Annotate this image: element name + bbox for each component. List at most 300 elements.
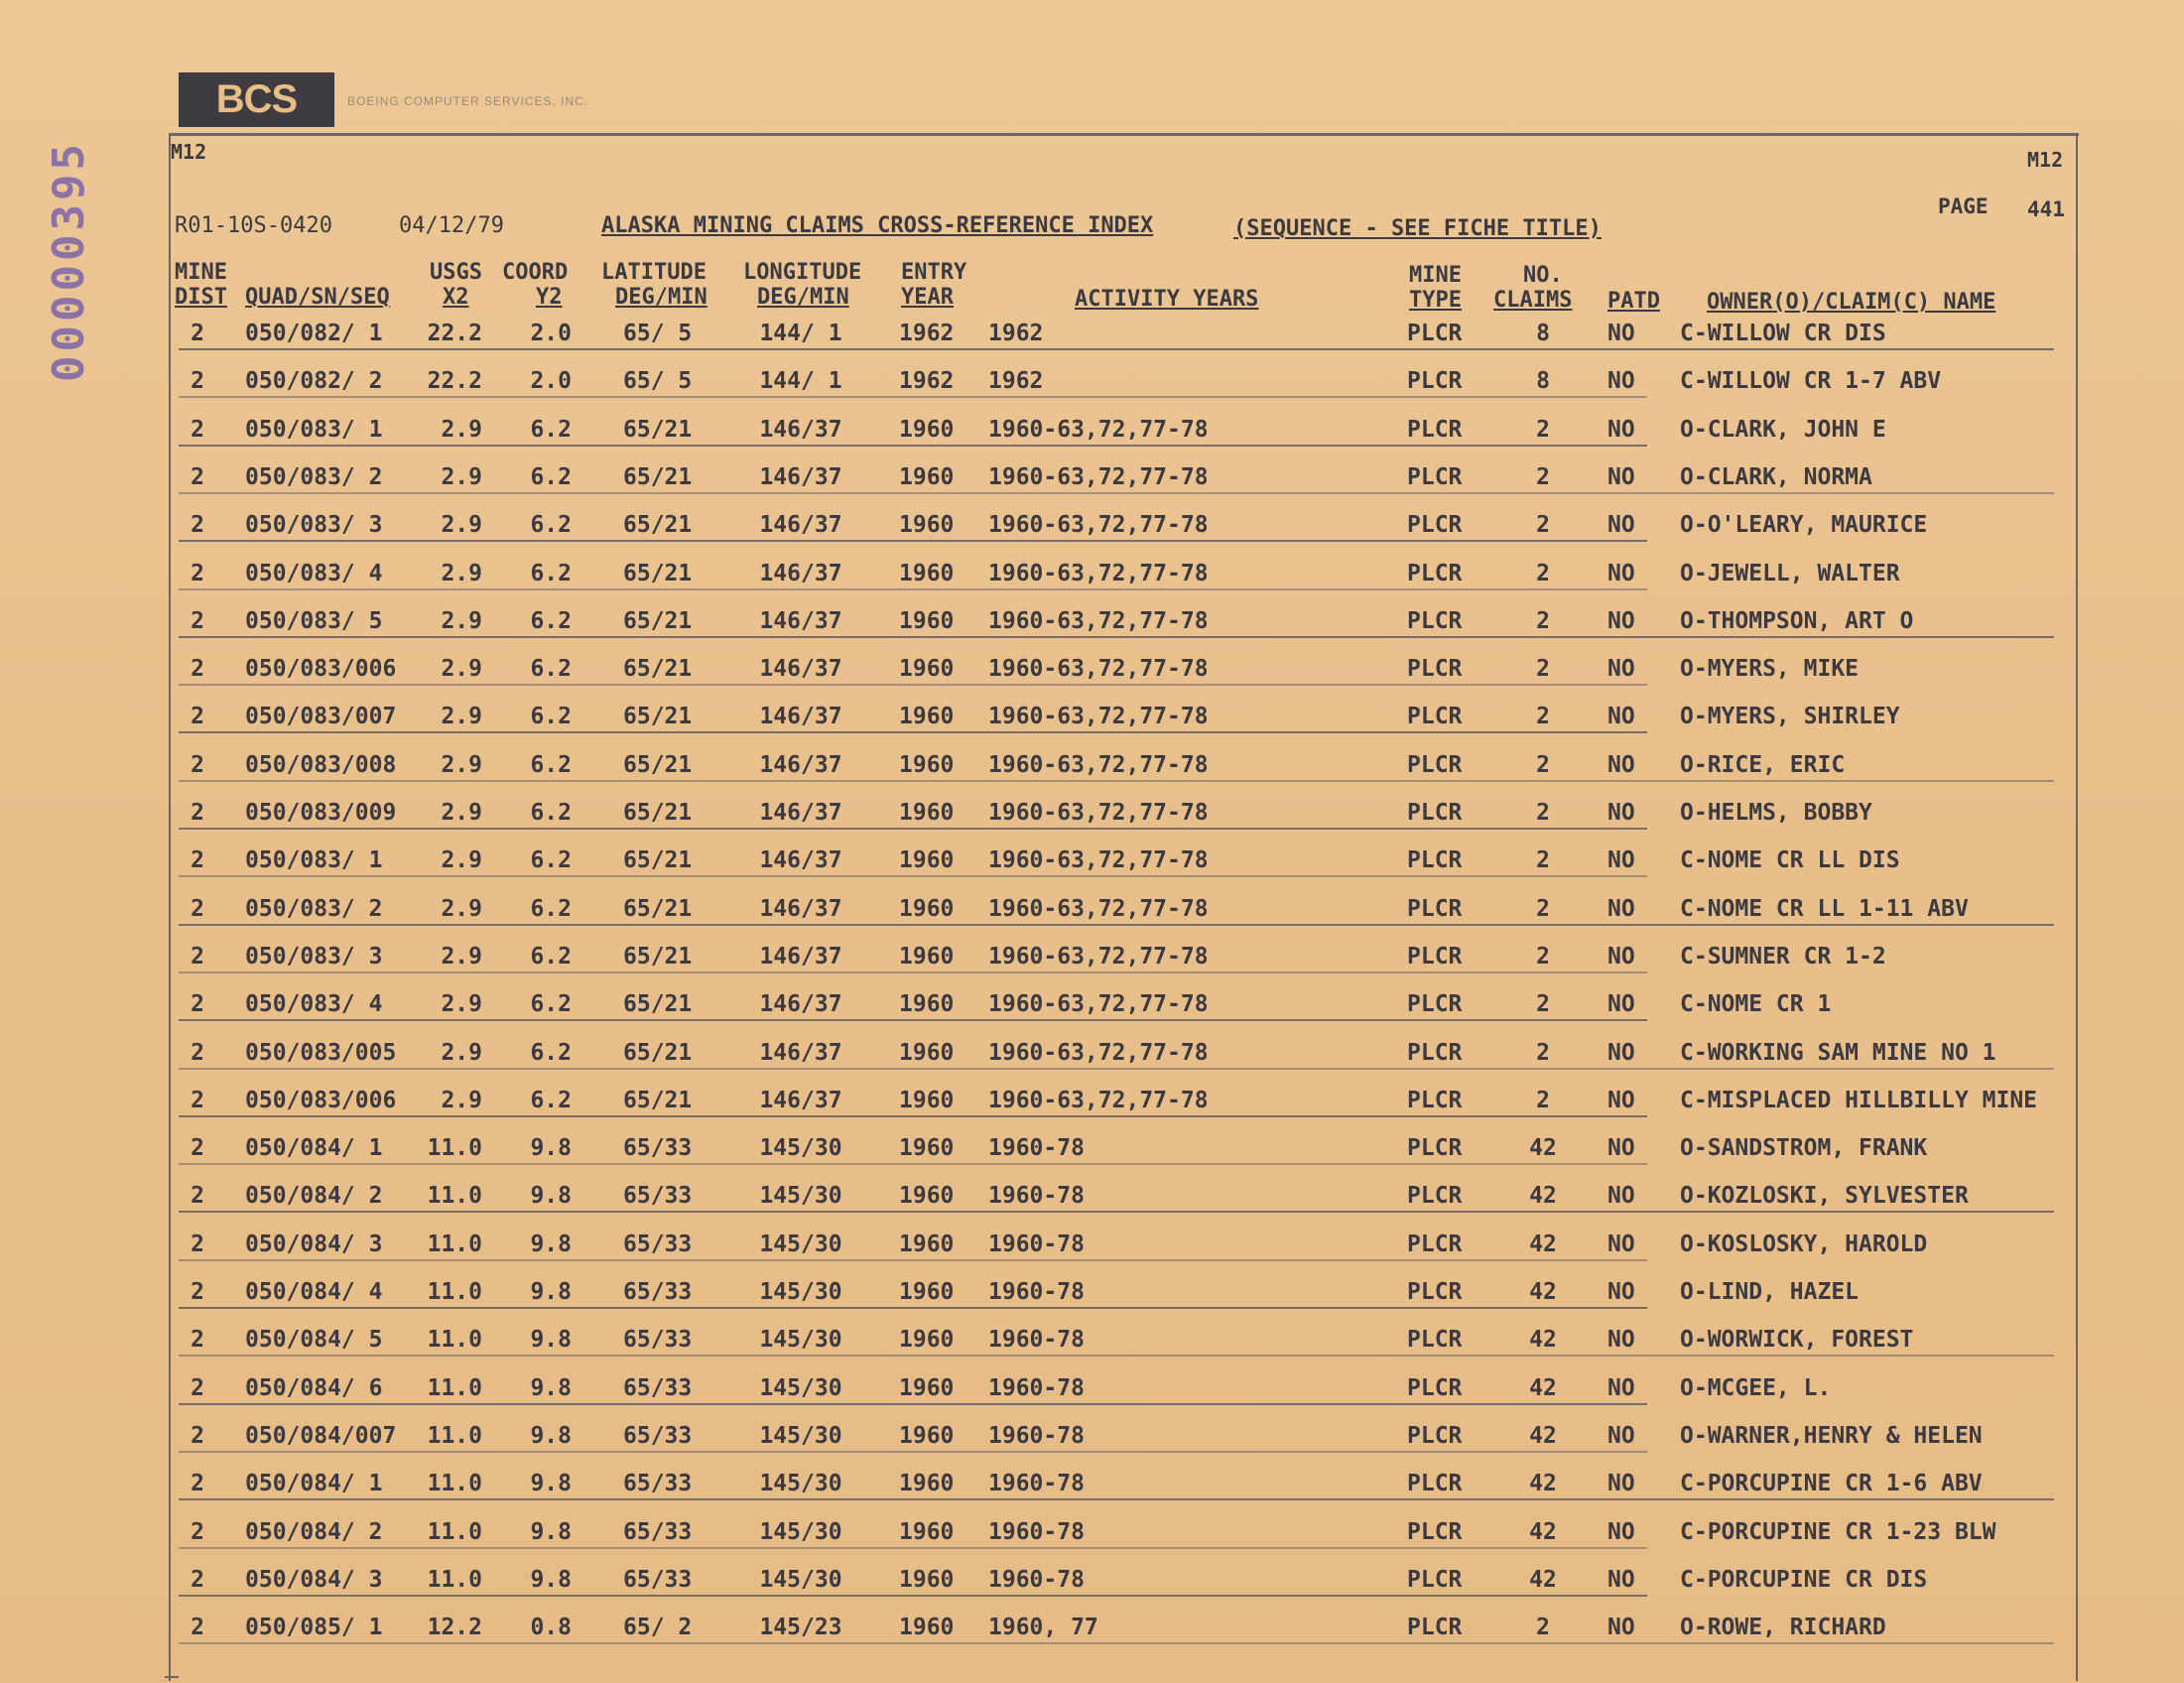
cell-patd: NO	[1607, 1423, 1635, 1449]
cell-activity: 1960, 77	[988, 1615, 1098, 1640]
cell-owner: C-MISPLACED HILLBILLY MINE	[1680, 1088, 2038, 1113]
cell-latitude: 65/33	[623, 1567, 693, 1593]
cell-patd: NO	[1607, 512, 1635, 538]
cell-activity: 1960-78	[988, 1471, 1085, 1496]
cell-latitude: 65/21	[623, 1040, 693, 1066]
cell-mine-type: PLCR	[1407, 1615, 1463, 1640]
cell-entry-year: 1962	[899, 368, 955, 394]
cell-quad: 050/084/ 1	[245, 1135, 383, 1161]
col-mine-type-top: MINE	[1409, 263, 1462, 288]
cell-coord-y2: 2.0	[530, 368, 572, 394]
cell-activity: 1960-63,72,77-78	[988, 704, 1209, 729]
cell-mine-dist: 2	[191, 1183, 204, 1209]
cell-entry-year: 1960	[899, 752, 955, 778]
cell-quad: 050/084/007	[245, 1423, 397, 1449]
row-rule	[179, 684, 1647, 686]
cell-activity: 1960-78	[988, 1567, 1085, 1593]
cell-entry-year: 1960	[899, 704, 955, 729]
cell-latitude: 65/21	[623, 608, 693, 634]
cell-patd: NO	[1607, 1183, 1635, 1209]
cell-quad: 050/083/009	[245, 800, 397, 826]
cell-mine-dist: 2	[191, 1040, 204, 1066]
cell-latitude: 65/33	[623, 1423, 693, 1449]
cell-patd: NO	[1607, 464, 1635, 490]
cell-coord-y2: 9.8	[530, 1567, 572, 1593]
col-usgs-bottom: X2	[443, 285, 469, 310]
cell-patd: NO	[1607, 752, 1635, 778]
cell-entry-year: 1960	[899, 656, 955, 682]
cell-quad: 050/084/ 3	[245, 1567, 383, 1593]
cell-claims: 42	[1529, 1135, 1557, 1161]
cell-owner: O-ROWE, RICHARD	[1680, 1615, 1886, 1640]
cell-coord-y2: 6.2	[530, 847, 572, 873]
cell-longitude: 145/30	[759, 1183, 842, 1209]
cell-latitude: 65/21	[623, 512, 693, 538]
cell-longitude: 146/37	[759, 1088, 842, 1113]
cell-claims: 42	[1529, 1279, 1557, 1305]
cell-entry-year: 1960	[899, 1183, 955, 1209]
cell-mine-type: PLCR	[1407, 1471, 1463, 1496]
cell-mine-type: PLCR	[1407, 656, 1463, 682]
cell-usgs-x2: 2.9	[441, 417, 482, 443]
cell-longitude: 145/23	[759, 1615, 842, 1640]
cell-mine-dist: 2	[191, 417, 204, 443]
cell-usgs-x2: 11.0	[427, 1183, 482, 1209]
cell-claims: 2	[1536, 464, 1550, 490]
cell-coord-y2: 9.8	[530, 1519, 572, 1545]
cell-mine-dist: 2	[191, 1231, 204, 1257]
cell-latitude: 65/21	[623, 752, 693, 778]
cell-longitude: 146/37	[759, 896, 842, 922]
cell-claims: 2	[1536, 752, 1550, 778]
cell-mine-type: PLCR	[1407, 608, 1463, 634]
col-mine-dist-top: MINE	[175, 260, 227, 285]
cell-entry-year: 1960	[899, 1231, 955, 1257]
cell-longitude: 146/37	[759, 944, 842, 970]
cell-patd: NO	[1607, 417, 1635, 443]
cell-latitude: 65/21	[623, 704, 693, 729]
cell-coord-y2: 6.2	[530, 656, 572, 682]
cell-mine-type: PLCR	[1407, 464, 1463, 490]
cell-entry-year: 1960	[899, 1279, 955, 1305]
cell-mine-type: PLCR	[1407, 1375, 1463, 1401]
cell-latitude: 65/ 2	[623, 1615, 693, 1640]
cell-patd: NO	[1607, 1567, 1635, 1593]
row-rule	[179, 1547, 1647, 1549]
cell-quad: 050/083/ 5	[245, 608, 383, 634]
cell-longitude: 144/ 1	[759, 368, 842, 394]
cell-entry-year: 1960	[899, 464, 955, 490]
cell-mine-dist: 2	[191, 1567, 204, 1593]
cell-longitude: 145/30	[759, 1423, 842, 1449]
cell-mine-type: PLCR	[1407, 1231, 1463, 1257]
cell-quad: 050/083/ 1	[245, 847, 383, 873]
cell-claims: 42	[1529, 1231, 1557, 1257]
cell-claims: 2	[1536, 512, 1550, 538]
cell-owner: O-JEWELL, WALTER	[1680, 561, 1900, 586]
cell-claims: 42	[1529, 1519, 1557, 1545]
cell-usgs-x2: 2.9	[441, 704, 482, 729]
col-entry-top: ENTRY	[901, 260, 967, 285]
cell-quad: 050/084/ 1	[245, 1471, 383, 1496]
cell-longitude: 145/30	[759, 1231, 842, 1257]
cell-activity: 1960-78	[988, 1231, 1085, 1257]
cell-owner: O-MYERS, SHIRLEY	[1680, 704, 1900, 729]
cell-activity: 1960-63,72,77-78	[988, 608, 1209, 634]
row-rule	[179, 1115, 1647, 1117]
cell-owner: O-KOSLOSKY, HAROLD	[1680, 1231, 1928, 1257]
cell-mine-dist: 2	[191, 896, 204, 922]
cell-longitude: 146/37	[759, 656, 842, 682]
cell-quad: 050/083/006	[245, 656, 397, 682]
cell-entry-year: 1960	[899, 896, 955, 922]
cell-entry-year: 1962	[899, 321, 955, 346]
row-rule	[179, 1019, 1647, 1021]
cell-latitude: 65/21	[623, 417, 693, 443]
cell-quad: 050/083/ 4	[245, 561, 383, 586]
cell-mine-dist: 2	[191, 464, 204, 490]
cell-patd: NO	[1607, 1279, 1635, 1305]
cell-activity: 1960-78	[988, 1279, 1085, 1305]
cell-coord-y2: 9.8	[530, 1471, 572, 1496]
cell-claims: 2	[1536, 704, 1550, 729]
cell-patd: NO	[1607, 991, 1635, 1017]
cell-quad: 050/083/ 4	[245, 991, 383, 1017]
cell-latitude: 65/21	[623, 896, 693, 922]
cell-activity: 1960-63,72,77-78	[988, 896, 1209, 922]
cell-mine-dist: 2	[191, 1279, 204, 1305]
page-number: 441	[2027, 197, 2065, 221]
row-rule	[179, 731, 1647, 733]
cell-latitude: 65/21	[623, 847, 693, 873]
frame-bottom-mark	[165, 1676, 179, 1678]
cell-coord-y2: 6.2	[530, 608, 572, 634]
cell-usgs-x2: 11.0	[427, 1231, 482, 1257]
cell-coord-y2: 6.2	[530, 1040, 572, 1066]
cell-usgs-x2: 2.9	[441, 561, 482, 586]
row-rule	[179, 1068, 2054, 1070]
document-stamp-number	[50, 323, 89, 382]
cell-latitude: 65/33	[623, 1279, 693, 1305]
cell-mine-type: PLCR	[1407, 1423, 1463, 1449]
cell-latitude: 65/33	[623, 1375, 693, 1401]
cell-claims: 42	[1529, 1375, 1557, 1401]
cell-mine-type: PLCR	[1407, 847, 1463, 873]
cell-claims: 8	[1536, 321, 1550, 346]
cell-mine-type: PLCR	[1407, 321, 1463, 346]
cell-entry-year: 1960	[899, 1615, 955, 1640]
cell-latitude: 65/21	[623, 800, 693, 826]
cell-usgs-x2: 11.0	[427, 1519, 482, 1545]
cell-mine-type: PLCR	[1407, 1567, 1463, 1593]
cell-mine-dist: 2	[191, 1519, 204, 1545]
row-rule	[179, 636, 2054, 638]
cell-activity: 1962	[988, 368, 1044, 394]
cell-usgs-x2: 2.9	[441, 991, 482, 1017]
cell-owner: O-HELMS, BOBBY	[1680, 800, 1872, 826]
cell-latitude: 65/ 5	[623, 368, 693, 394]
cell-owner: C-WORKING SAM MINE NO 1	[1680, 1040, 1996, 1066]
cell-entry-year: 1960	[899, 991, 955, 1017]
cell-patd: NO	[1607, 1519, 1635, 1545]
cell-longitude: 146/37	[759, 608, 842, 634]
row-rule	[179, 492, 2054, 494]
cell-mine-dist: 2	[191, 368, 204, 394]
cell-coord-y2: 0.8	[530, 1615, 572, 1640]
cell-usgs-x2: 2.9	[441, 464, 482, 490]
row-rule	[179, 1403, 1647, 1405]
cell-latitude: 65/21	[623, 944, 693, 970]
cell-longitude: 145/30	[759, 1327, 842, 1353]
cell-entry-year: 1960	[899, 944, 955, 970]
cell-mine-type: PLCR	[1407, 368, 1463, 394]
cell-quad: 050/083/007	[245, 704, 397, 729]
row-rule	[179, 875, 1647, 877]
bcs-logo: BCS	[179, 72, 334, 127]
cell-latitude: 65/33	[623, 1135, 693, 1161]
row-rule	[179, 1211, 2054, 1213]
cell-activity: 1960-63,72,77-78	[988, 561, 1209, 586]
cell-owner: O-WARNER,HENRY & HELEN	[1680, 1423, 1983, 1449]
cell-owner: C-PORCUPINE CR DIS	[1680, 1567, 1928, 1593]
cell-entry-year: 1960	[899, 1567, 955, 1593]
cell-latitude: 65/33	[623, 1327, 693, 1353]
col-longitude-top: LONGITUDE	[743, 260, 862, 285]
cell-claims: 42	[1529, 1567, 1557, 1593]
row-rule	[179, 1259, 1647, 1261]
cell-coord-y2: 9.8	[530, 1183, 572, 1209]
cell-owner: O-THOMPSON, ART O	[1680, 608, 1914, 634]
cell-owner: O-CLARK, JOHN E	[1680, 417, 1886, 443]
col-latitude-bottom: DEG/MIN	[615, 285, 707, 310]
cell-patd: NO	[1607, 561, 1635, 586]
col-entry-bottom: YEAR	[901, 285, 954, 310]
cell-coord-y2: 9.8	[530, 1135, 572, 1161]
cell-claims: 42	[1529, 1423, 1557, 1449]
cell-patd: NO	[1607, 608, 1635, 634]
cell-claims: 2	[1536, 800, 1550, 826]
cell-usgs-x2: 2.9	[441, 1088, 482, 1113]
cell-coord-y2: 9.8	[530, 1279, 572, 1305]
report-sequence: (SEQUENCE - SEE FICHE TITLE)	[1233, 216, 1602, 241]
col-usgs-top: USGS	[430, 260, 482, 285]
row-rule	[179, 1595, 1647, 1597]
cell-usgs-x2: 2.9	[441, 752, 482, 778]
cell-latitude: 65/33	[623, 1231, 693, 1257]
cell-entry-year: 1960	[899, 1327, 955, 1353]
cell-mine-type: PLCR	[1407, 1183, 1463, 1209]
cell-mine-type: PLCR	[1407, 991, 1463, 1017]
cell-activity: 1960-63,72,77-78	[988, 847, 1209, 873]
cell-activity: 1960-78	[988, 1135, 1085, 1161]
cell-usgs-x2: 11.0	[427, 1471, 482, 1496]
cell-patd: NO	[1607, 1231, 1635, 1257]
cell-patd: NO	[1607, 1471, 1635, 1496]
cell-usgs-x2: 22.2	[427, 368, 482, 394]
cell-patd: NO	[1607, 321, 1635, 346]
cell-entry-year: 1960	[899, 1375, 955, 1401]
cell-quad: 050/084/ 5	[245, 1327, 383, 1353]
cell-claims: 42	[1529, 1471, 1557, 1496]
cell-longitude: 146/37	[759, 464, 842, 490]
cell-usgs-x2: 11.0	[427, 1567, 482, 1593]
frame-left-border	[169, 133, 171, 1681]
cell-latitude: 65/33	[623, 1519, 693, 1545]
cell-owner: O-MYERS, MIKE	[1680, 656, 1860, 682]
cell-longitude: 146/37	[759, 800, 842, 826]
cell-entry-year: 1960	[899, 800, 955, 826]
row-rule	[179, 924, 2054, 926]
cell-usgs-x2: 2.9	[441, 1040, 482, 1066]
cell-usgs-x2: 2.9	[441, 944, 482, 970]
cell-activity: 1962	[988, 321, 1044, 346]
corner-label-left: M12	[171, 140, 207, 164]
cell-quad: 050/085/ 1	[245, 1615, 383, 1640]
cell-claims: 2	[1536, 1040, 1550, 1066]
cell-quad: 050/083/ 1	[245, 417, 383, 443]
col-claims-top: NO.	[1523, 263, 1563, 288]
col-patd: PATD	[1607, 289, 1660, 314]
cell-entry-year: 1960	[899, 1471, 955, 1496]
cell-patd: NO	[1607, 896, 1635, 922]
cell-longitude: 146/37	[759, 847, 842, 873]
cell-coord-y2: 6.2	[530, 896, 572, 922]
cell-mine-dist: 2	[191, 1088, 204, 1113]
cell-mine-dist: 2	[191, 608, 204, 634]
cell-mine-type: PLCR	[1407, 1135, 1463, 1161]
cell-patd: NO	[1607, 1375, 1635, 1401]
cell-coord-y2: 6.2	[530, 561, 572, 586]
cell-patd: NO	[1607, 1327, 1635, 1353]
cell-longitude: 145/30	[759, 1519, 842, 1545]
cell-usgs-x2: 12.2	[427, 1615, 482, 1640]
cell-coord-y2: 6.2	[530, 704, 572, 729]
cell-mine-type: PLCR	[1407, 1327, 1463, 1353]
cell-longitude: 146/37	[759, 991, 842, 1017]
cell-owner: C-WILLOW CR 1-7 ABV	[1680, 368, 1942, 394]
cell-owner: O-RICE, ERIC	[1680, 752, 1846, 778]
cell-owner: O-O'LEARY, MAURICE	[1680, 512, 1928, 538]
cell-patd: NO	[1607, 1088, 1635, 1113]
cell-latitude: 65/ 5	[623, 321, 693, 346]
cell-owner: C-NOME CR LL 1-11 ABV	[1680, 896, 1969, 922]
cell-quad: 050/083/ 3	[245, 512, 383, 538]
cell-activity: 1960-78	[988, 1327, 1085, 1353]
cell-mine-type: PLCR	[1407, 1279, 1463, 1305]
cell-owner: C-PORCUPINE CR 1-6 ABV	[1680, 1471, 1983, 1496]
cell-claims: 2	[1536, 561, 1550, 586]
row-rule	[179, 396, 1647, 398]
cell-coord-y2: 6.2	[530, 464, 572, 490]
cell-usgs-x2: 11.0	[427, 1135, 482, 1161]
cell-longitude: 146/37	[759, 1040, 842, 1066]
cell-usgs-x2: 2.9	[441, 847, 482, 873]
cell-mine-dist: 2	[191, 800, 204, 826]
cell-mine-dist: 2	[191, 561, 204, 586]
cell-mine-type: PLCR	[1407, 1519, 1463, 1545]
row-rule	[179, 1355, 2054, 1357]
cell-owner: C-NOME CR LL DIS	[1680, 847, 1900, 873]
cell-longitude: 146/37	[759, 704, 842, 729]
cell-entry-year: 1960	[899, 608, 955, 634]
cell-usgs-x2: 2.9	[441, 896, 482, 922]
cell-claims: 2	[1536, 991, 1550, 1017]
cell-activity: 1960-63,72,77-78	[988, 752, 1209, 778]
cell-longitude: 146/37	[759, 752, 842, 778]
cell-mine-dist: 2	[191, 656, 204, 682]
cell-coord-y2: 9.8	[530, 1375, 572, 1401]
cell-mine-dist: 2	[191, 1423, 204, 1449]
cell-longitude: 146/37	[759, 512, 842, 538]
cell-owner: O-WORWICK, FOREST	[1680, 1327, 1914, 1353]
report-date: 04/12/79	[399, 213, 504, 238]
report-id: R01-10S-0420	[175, 213, 332, 238]
cell-longitude: 145/30	[759, 1567, 842, 1593]
cell-activity: 1960-63,72,77-78	[988, 656, 1209, 682]
cell-longitude: 145/30	[759, 1375, 842, 1401]
cell-usgs-x2: 2.9	[441, 512, 482, 538]
cell-patd: NO	[1607, 704, 1635, 729]
cell-activity: 1960-63,72,77-78	[988, 464, 1209, 490]
cell-activity: 1960-63,72,77-78	[988, 800, 1209, 826]
cell-coord-y2: 9.8	[530, 1231, 572, 1257]
cell-patd: NO	[1607, 656, 1635, 682]
cell-mine-type: PLCR	[1407, 800, 1463, 826]
cell-claims: 2	[1536, 1615, 1550, 1640]
cell-activity: 1960-63,72,77-78	[988, 512, 1209, 538]
cell-mine-dist: 2	[191, 1135, 204, 1161]
cell-mine-type: PLCR	[1407, 512, 1463, 538]
cell-coord-y2: 2.0	[530, 321, 572, 346]
cell-mine-type: PLCR	[1407, 561, 1463, 586]
cell-longitude: 146/37	[759, 417, 842, 443]
cell-owner: C-SUMNER CR 1-2	[1680, 944, 1886, 970]
col-claims-bottom: CLAIMS	[1493, 288, 1573, 313]
cell-mine-dist: 2	[191, 847, 204, 873]
cell-usgs-x2: 22.2	[427, 321, 482, 346]
cell-claims: 42	[1529, 1327, 1557, 1353]
row-rule	[179, 540, 1647, 542]
cell-claims: 2	[1536, 1088, 1550, 1113]
cell-mine-dist: 2	[191, 1327, 204, 1353]
cell-usgs-x2: 11.0	[427, 1279, 482, 1305]
cell-patd: NO	[1607, 800, 1635, 826]
cell-owner: O-KOZLOSKI, SYLVESTER	[1680, 1183, 1969, 1209]
cell-latitude: 65/21	[623, 656, 693, 682]
cell-activity: 1960-63,72,77-78	[988, 1088, 1209, 1113]
cell-mine-dist: 2	[191, 1471, 204, 1496]
cell-activity: 1960-63,72,77-78	[988, 1040, 1209, 1066]
cell-latitude: 65/21	[623, 561, 693, 586]
cell-coord-y2: 9.8	[530, 1327, 572, 1353]
row-rule	[179, 1451, 1647, 1453]
cell-patd: NO	[1607, 1615, 1635, 1640]
cell-longitude: 145/30	[759, 1471, 842, 1496]
cell-entry-year: 1960	[899, 561, 955, 586]
cell-quad: 050/084/ 2	[245, 1519, 383, 1545]
col-owner: OWNER(O)/CLAIM(C) NAME	[1707, 290, 1996, 315]
cell-mine-dist: 2	[191, 1375, 204, 1401]
cell-quad: 050/084/ 4	[245, 1279, 383, 1305]
row-rule	[179, 588, 1647, 590]
cell-mine-dist: 2	[191, 321, 204, 346]
cell-mine-type: PLCR	[1407, 704, 1463, 729]
cell-entry-year: 1960	[899, 1040, 955, 1066]
col-coord-top: COORD	[502, 260, 569, 285]
cell-patd: NO	[1607, 944, 1635, 970]
cell-claims: 2	[1536, 656, 1550, 682]
cell-quad: 050/083/ 3	[245, 944, 383, 970]
